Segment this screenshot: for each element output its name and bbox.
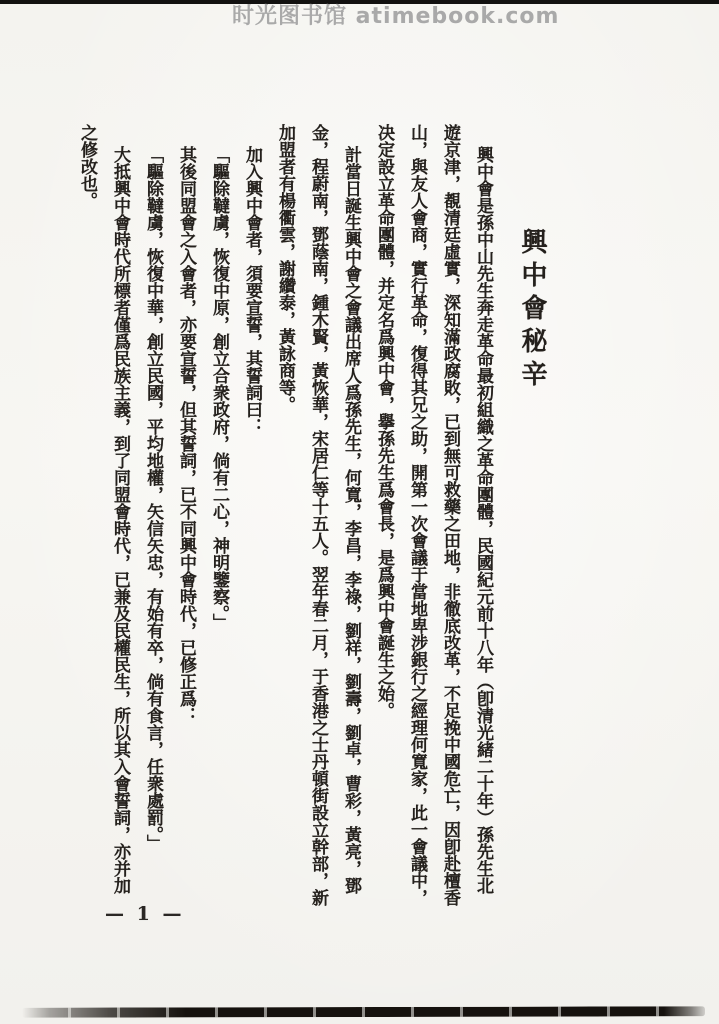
body-paragraph-1: 興中會是孫中山先生奔走革命最初組織之革命團體，民國紀元前十八年（卽清光緒二十年）孫先生北遊京津，覩清廷虛實，深知滿政腐敗，已到無可救藥之田地，非徹底改革，不足挽中國危亡，因卽赴檀香山，與友人會商，實行革命，復得其兄之助，開第一次會議于當地卑涉銀行之經理何寬家，此一會議中，决定設立革命團體，并定名爲興中會，擧孫先生爲會長，是爲興中會誕生之始。 [374, 124, 493, 906]
page-number: — 1 — [105, 903, 185, 925]
article-title: 興中會秘辛 [517, 228, 547, 393]
body-paragraph-4: 「驅除韃虜，恢復中原，創立合衆政府，倘有二心，神明鑒察。」 [209, 146, 229, 631]
body-paragraph-6: 「驅除韃虜，恢復中華，創立民國，平均地權，矢信矢忠，有始有卒，倘有食言，任衆處罰。」 [143, 146, 163, 852]
article-body [70, 124, 549, 906]
body-paragraph-5: 其後同盟會之入會者，亦要宣誓，但其誓詞，已不同興中會時代，已修正爲： [176, 146, 196, 725]
watermark-text: 时光图书馆 atimebook.com [232, 4, 560, 29]
scan-bottom-edge [22, 1006, 705, 1017]
body-paragraph-7: 大抵興中會時代所標者僅爲民族主義，到了同盟會時代，已兼及民權民生，所以其入會誓詞，亦并加之修改也。 [77, 124, 130, 895]
body-paragraph-3: 加入興中會者，須要宣誓，其誓詞曰： [242, 146, 262, 436]
body-paragraph-2: 計當日誕生興中會之會議出席人爲孫先生，何寬，李昌，李祿，劉祥，劉壽，劉卓，曹彩，黃亮，鄧金，程蔚南，鄧蔭南，鍾木賢，黃恢華，宋居仁等十五人。翌年春二月，于香港之士丹頓街設立幹部，新加盟者有楊衢雲，謝纘泰，黃詠商等。 [275, 124, 361, 906]
